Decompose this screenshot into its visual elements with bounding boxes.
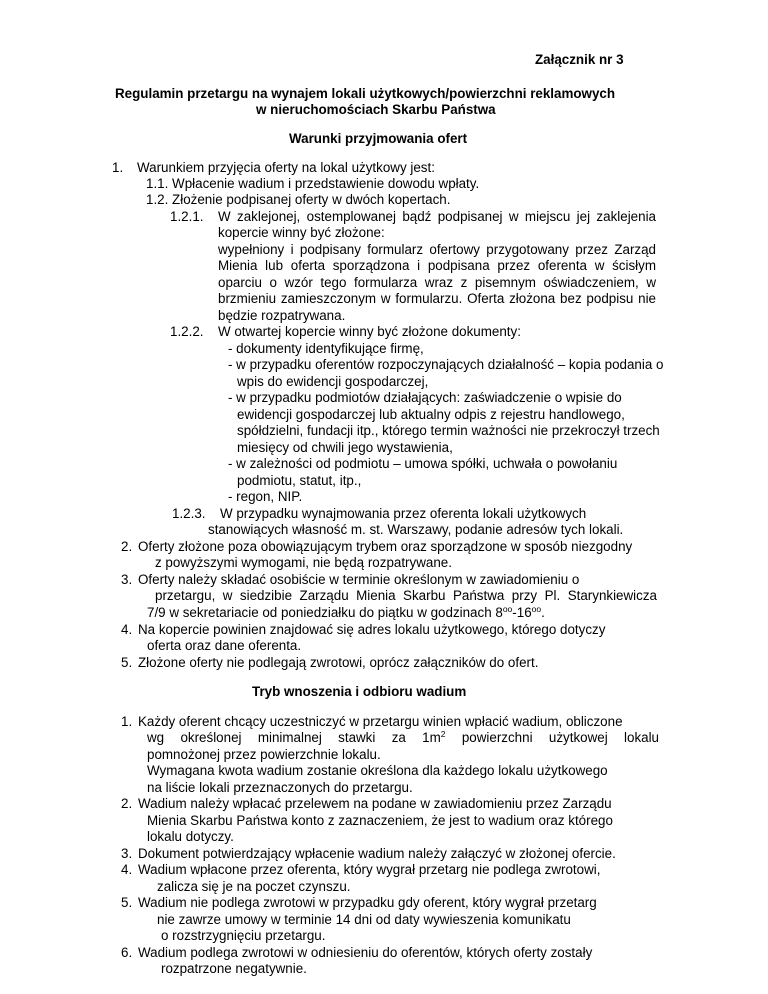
document-list-item: wpis do ewidencji gospodarczej,	[237, 374, 429, 389]
list-item-text: Dokument potwierdzający wpłacenie wadium należy załączyć w złożonej ofercie.	[138, 846, 616, 861]
list-item-text: pomnożonej przez powierzchnie lokalu.	[147, 747, 381, 762]
deposit-rate-text: powierzchni użytkowej lokalu	[445, 730, 660, 745]
list-item-text: Wadium nie podlega zwrotowi w przypadku gdy oferent, który wygrał przetarg	[138, 895, 597, 910]
list-number: 2.	[121, 539, 133, 554]
list-item-text: W zaklejonej, ostemplowanej bądź podpisanej w miejscu jej zaklejenia	[218, 209, 656, 224]
list-item-text: brzmieniu zamieszczonym w formularzu. Oferta złożona bez podpisu nie	[218, 291, 656, 306]
attachment-label: Załącznik nr 3	[535, 52, 624, 67]
document-list-item: - w zależności od podmiotu – umowa spółki, uchwała o powołaniu	[228, 456, 618, 471]
list-number: 2.	[121, 796, 133, 811]
period: .	[541, 605, 545, 620]
list-item-text: oferta oraz dane oferenta.	[147, 638, 302, 653]
document-title-line1: Regulamin przetargu na wynajem lokali użytkowych/powierzchni reklamowych	[115, 86, 616, 101]
list-number: 5.	[121, 895, 133, 910]
list-item-text: nie zawrze umowy w terminie 14 dni od daty wywieszenia komunikatu	[157, 912, 571, 927]
list-item-text: lokalu dotyczy.	[147, 829, 234, 844]
list-item-text: Na kopercie powinien znajdować się adres lokalu użytkowego, którego dotyczy	[138, 622, 606, 637]
list-item-text: na liście lokali przeznaczonych do przetargu.	[147, 780, 413, 795]
document-list-item: spółdzielni, fundacji itp., którego termin ważności nie przekroczył trzech	[237, 423, 660, 438]
hour-superscript: oo	[531, 604, 542, 614]
hour-superscript: oo	[502, 604, 513, 614]
list-item-text: rozpatrzone negatywnie.	[161, 961, 307, 976]
list-item-text: wypełniony i podpisany formularz ofertowy przygotowany przez Zarząd	[218, 242, 656, 257]
document-title-line2: w nieruchomościach Skarbu Państwa	[256, 102, 496, 117]
list-item-text: W przypadku wynajmowania przez oferenta lokali użytkowych	[220, 506, 587, 521]
list-item-text: kopercie winny być złożone:	[218, 225, 385, 240]
document-list-item: miesięcy od chwili jego wystawienia,	[237, 440, 453, 455]
list-number: 4.	[121, 862, 133, 877]
list-item-text: stanowiących własność m. st. Warszawy, podanie adresów tych lokali.	[208, 522, 624, 537]
list-item-text: 1.2. Złożenie podpisanej oferty w dwóch kopertach.	[146, 192, 451, 207]
section-heading-deposit: Tryb wnoszenia i odbioru wadium	[252, 684, 467, 699]
section-heading-offers: Warunki przyjmowania ofert	[289, 131, 468, 146]
list-item-text: Mienia Skarbu Państwa konto z zaznaczeniem, że jest to wadium oraz którego	[147, 813, 613, 828]
list-item-text	[147, 605, 545, 622]
list-item-text: przetargu, w siedzibie Zarządu Mienia Skarbu Państwa przy Pl. Starynkiewicza	[155, 588, 657, 603]
office-hours-dash: -16	[512, 605, 532, 620]
list-item-text: Złożone oferty nie podlegają zwrotowi, oprócz załączników do ofert.	[138, 655, 539, 670]
deposit-rate-text: wg określonej minimalnej stawki za 1m	[147, 730, 441, 745]
list-item-text: zalicza się je na poczet czynszu.	[157, 879, 351, 894]
list-number: 1.2.3.	[172, 506, 206, 521]
list-number: 3.	[121, 846, 133, 861]
list-item-text: oparciu o wzór tego formularza wraz z pisemnym oświadczeniem, w	[218, 275, 656, 290]
list-number: 1.2.1.	[170, 209, 204, 224]
list-number: 1.	[121, 714, 133, 729]
list-number: 6.	[121, 945, 133, 960]
list-item-text: Mienia lub oferta sporządzona i podpisana przez oferenta w ścisłym	[218, 258, 656, 273]
document-list-item: - w przypadku oferentów rozpoczynających działalność – kopia podania o	[228, 357, 664, 372]
document-list-item: - dokumenty identyfikujące firmę,	[228, 341, 424, 356]
list-item-text: z powyższymi wymogami, nie będą rozpatrywane.	[155, 555, 452, 570]
list-number: 1.2.2.	[170, 324, 204, 339]
list-item-text: Wymagana kwota wadium zostanie określona dla każdego lokalu użytkowego	[147, 763, 608, 778]
list-number: 4.	[121, 622, 133, 637]
list-number: 3.	[121, 572, 133, 587]
list-item-text: Oferty należy składać osobiście w terminie określonym w zawiadomieniu o	[138, 572, 580, 587]
list-item-text: Każdy oferent chcący uczestniczyć w przetargu winien wpłacić wadium, obliczone	[138, 714, 623, 729]
area-superscript: 2	[440, 729, 446, 739]
document-list-item: - w przypadku podmiotów działających: zaświadczenie o wpisie do	[228, 390, 622, 405]
list-item-text: 1.1. Wpłacenie wadium i przedstawienie dowodu wpłaty.	[146, 176, 480, 191]
list-item-text: W otwartej kopercie winny być złożone dokumenty:	[218, 324, 521, 339]
office-hours-prefix: 7/9 w sekretariacie od poniedziałku do piątku w godzinach 8	[147, 605, 503, 620]
list-item-text	[147, 730, 659, 747]
list-item-text: Wadium podlega zwrotowi w odniesieniu do oferentów, których oferty zostały	[138, 945, 593, 960]
document-list-item: podmiotu, statut, itp.,	[237, 473, 362, 488]
document-list-item: ewidencji gospodarczej lub aktualny odpis z rejestru handlowego,	[237, 407, 625, 422]
list-item-text: będzie rozpatrywana.	[218, 308, 346, 323]
list-item-text: Oferty złożone poza obowiązującym trybem oraz sporządzone w sposób niezgodny	[138, 539, 633, 554]
list-item-text: Warunkiem przyjęcia oferty na lokal użytkowy jest:	[137, 160, 435, 175]
list-item-text: o rozstrzygnięciu przetargu.	[161, 928, 326, 943]
list-number: 1.	[112, 160, 124, 175]
list-item-text: Wadium należy wpłacać przelewem na podane w zawiadomieniu przez Zarządu	[138, 796, 612, 811]
document-list-item: - regon, NIP.	[228, 489, 303, 504]
list-item-text: Wadium wpłacone przez oferenta, który wygrał przetarg nie podlega zwrotowi,	[138, 862, 601, 877]
list-number: 5.	[121, 655, 133, 670]
